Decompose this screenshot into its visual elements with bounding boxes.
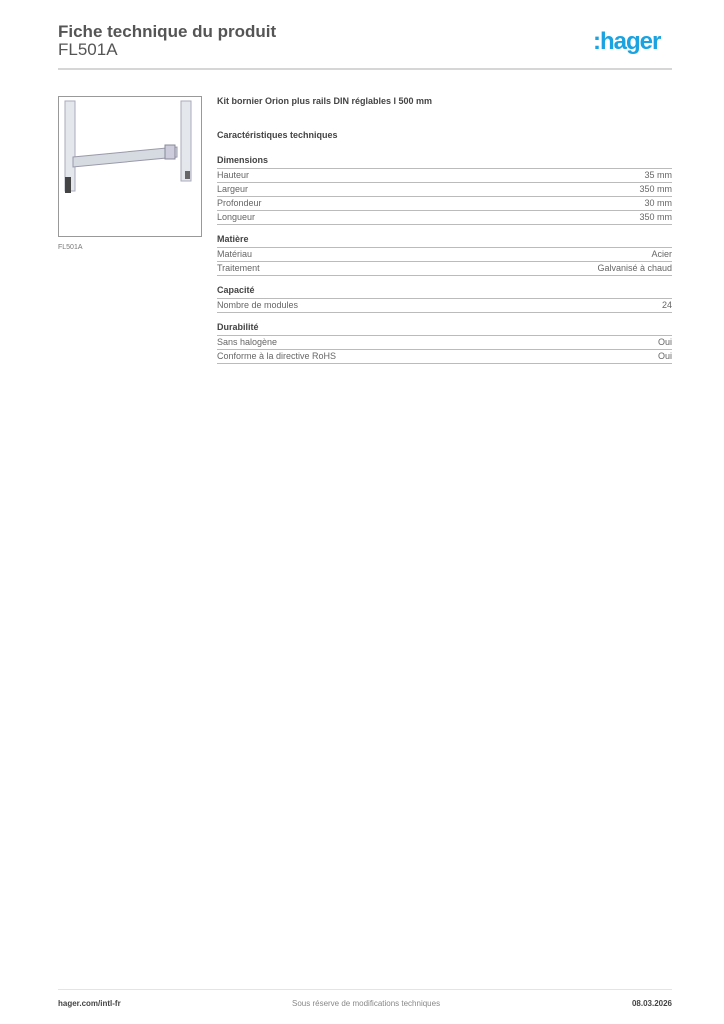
spec-value: Galvanisé à chaud [597, 263, 672, 273]
product-name: Kit bornier Orion plus rails DIN réglables l 500 mm [217, 96, 433, 106]
spec-value: Oui [657, 351, 672, 361]
spec-value: 35 mm [644, 170, 672, 180]
spec-label: Profondeur [217, 198, 262, 208]
spec-section [217, 155, 672, 225]
spec-label: Largeur [217, 184, 249, 194]
spec-row [217, 248, 672, 262]
spec-value: 350 mm [639, 212, 672, 222]
spec-row [217, 262, 672, 276]
image-caption: FL501A [58, 244, 83, 251]
spec-section [217, 285, 672, 313]
din-rail-kit-illustration [59, 97, 201, 236]
spec-section [217, 322, 672, 364]
spec-value: Oui [657, 337, 672, 347]
spec-value: Acier [651, 249, 672, 259]
spec-label: Traitement [217, 263, 260, 273]
spec-label: Nombre de modules [217, 300, 299, 310]
footer-website[interactable]: hager.com/intl-fr [58, 999, 121, 1008]
section-heading: Durabilité [217, 322, 672, 336]
spec-row [217, 169, 672, 183]
characteristics-title: Caractéristiques techniques [217, 130, 338, 140]
section-heading: Matière [217, 234, 672, 248]
product-code: FL501A [58, 40, 118, 59]
specifications [217, 96, 672, 373]
spec-value: 350 mm [639, 184, 672, 194]
hager-logo: :hager [593, 28, 661, 55]
product-image [58, 96, 202, 237]
spec-label: Matériau [217, 249, 253, 259]
spec-label: Sans halogène [217, 337, 278, 347]
spec-row [217, 350, 672, 364]
spec-label: Hauteur [217, 170, 250, 180]
header-divider [58, 68, 672, 70]
spec-row [217, 299, 672, 313]
spec-section [217, 234, 672, 276]
spec-label: Longueur [217, 212, 256, 222]
spec-label: Conforme à la directive RoHS [217, 351, 337, 361]
footer-date: 08.03.2026 [631, 999, 672, 1008]
footer-divider [58, 989, 672, 990]
section-heading: Dimensions [217, 155, 672, 169]
spec-row [217, 336, 672, 350]
spec-row [217, 197, 672, 211]
spec-value: 30 mm [644, 198, 672, 208]
page-title: Fiche technique du produit [58, 22, 277, 41]
section-heading: Capacité [217, 285, 672, 299]
spec-row [217, 211, 672, 225]
spec-row [217, 183, 672, 197]
footer-notice: Sous réserve de modifications techniques [292, 999, 441, 1008]
spec-value: 24 [661, 300, 672, 310]
